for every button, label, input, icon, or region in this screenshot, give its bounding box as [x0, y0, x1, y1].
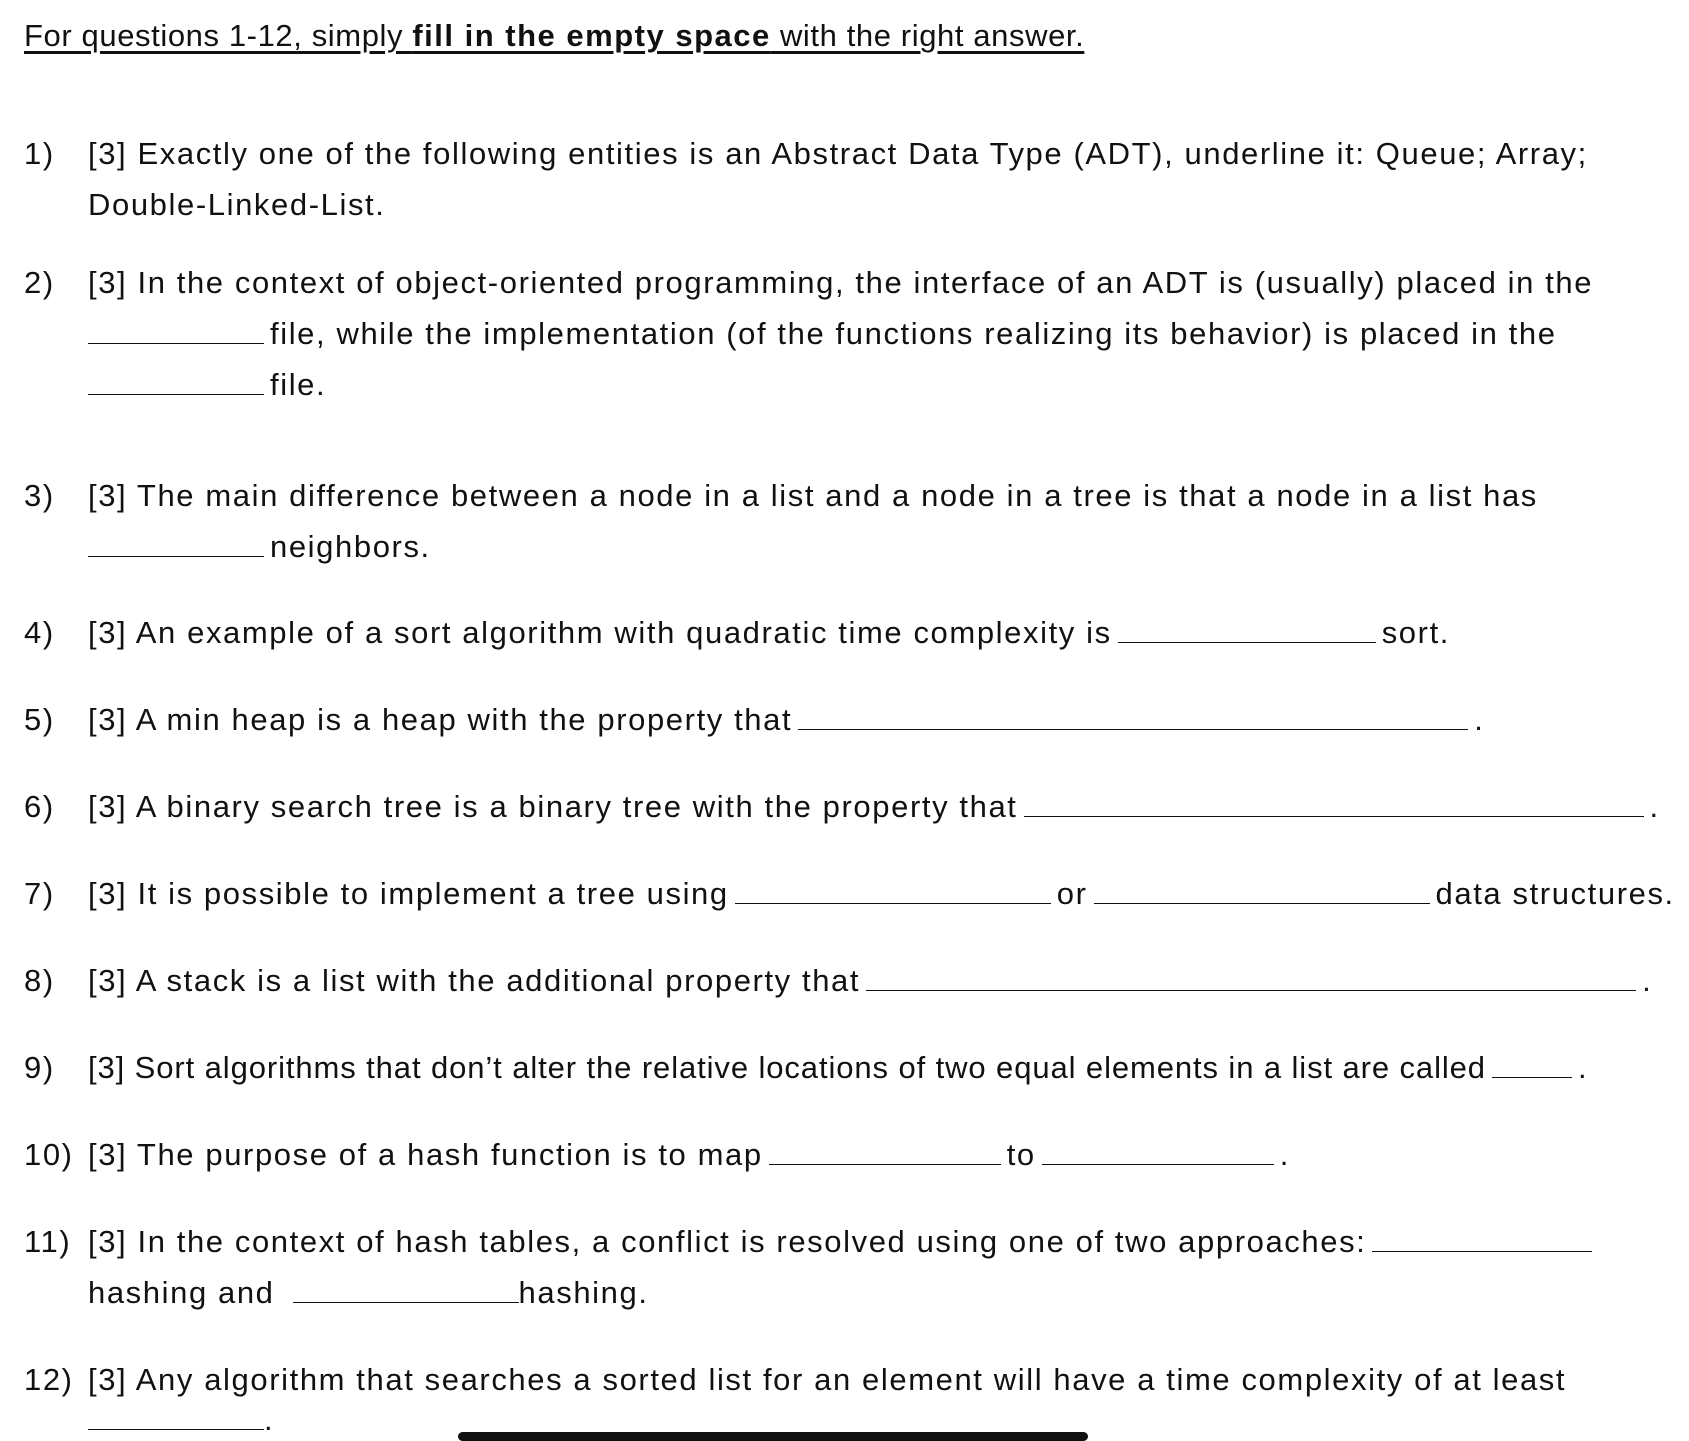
question-text-cont: sort. — [1381, 615, 1450, 650]
question-8 — [24, 955, 1674, 1006]
question-9 — [24, 1042, 1674, 1093]
question-text-cont: . — [264, 1402, 273, 1437]
question-4 — [24, 607, 1674, 658]
question-number: 5) — [24, 702, 55, 737]
question-text: [3] In the context of object-oriented programming, the interface of an ADT is (usually) placed in the — [88, 265, 1594, 300]
question-text: [3] Any algorithm that searches a sorted list for an element will have a time complexity of at least — [88, 1362, 1567, 1397]
instructions-bold: fill in the empty space — [412, 18, 771, 53]
question-number: 12) — [24, 1362, 74, 1397]
answer-blank[interactable] — [1372, 1250, 1592, 1252]
question-1 — [24, 128, 1674, 230]
question-number: 3) — [24, 478, 55, 513]
question-text: [3] A binary search tree is a binary tree with the property that — [88, 789, 1018, 824]
question-text-cont: hashing and — [88, 1275, 275, 1310]
question-text-cont: Double-Linked-List. — [88, 187, 386, 222]
answer-blank[interactable] — [1024, 815, 1644, 817]
answer-blank[interactable] — [88, 393, 264, 395]
question-2 — [24, 257, 1674, 410]
question-text: [3] Sort algorithms that don’t alter the relative locations of two equal elements in a list are called — [88, 1050, 1486, 1085]
question-6 — [24, 781, 1674, 832]
answer-blank[interactable] — [735, 902, 1051, 904]
question-text-cont: to — [1006, 1137, 1036, 1172]
question-text: [3] The main difference between a node in a list and a node in a tree is that a node in a list has — [88, 478, 1538, 513]
question-number: 4) — [24, 615, 55, 650]
instructions — [24, 18, 1084, 54]
answer-blank[interactable] — [88, 1428, 264, 1430]
question-text-cont: or — [1056, 876, 1088, 911]
answer-blank[interactable] — [1042, 1163, 1274, 1165]
instructions-suffix: with the right answer. — [770, 18, 1085, 53]
question-text-cont: . — [1474, 702, 1485, 737]
question-text-end: . — [1279, 1137, 1290, 1172]
question-text-end: hashing. — [518, 1275, 649, 1310]
answer-blank[interactable] — [88, 555, 264, 557]
question-text: [3] The purpose of a hash function is to map — [88, 1137, 763, 1172]
question-number: 11) — [24, 1224, 72, 1259]
question-number: 2) — [24, 265, 55, 300]
answer-blank[interactable] — [1094, 902, 1430, 904]
question-number: 6) — [24, 789, 55, 824]
question-text: [3] A stack is a list with the additional property that — [88, 963, 861, 998]
question-12 — [24, 1354, 1674, 1405]
home-indicator[interactable] — [458, 1432, 1088, 1441]
question-number: 10) — [24, 1137, 74, 1172]
question-number: 8) — [24, 963, 55, 998]
question-text: [3] In the context of hash tables, a conflict is resolved using one of two approaches: — [88, 1224, 1367, 1259]
question-text-cont: file. — [270, 367, 327, 402]
question-text-cont: . — [1649, 789, 1660, 824]
question-5 — [24, 694, 1674, 745]
question-text-cont: neighbors. — [270, 529, 431, 564]
question-text: [3] Exactly one of the following entities is an Abstract Data Type (ADT), underline it: Queue; Array; — [88, 136, 1588, 171]
question-7 — [24, 868, 1674, 919]
question-11 — [24, 1216, 1674, 1318]
question-12-answer-line — [88, 1400, 273, 1440]
question-text: [3] An example of a sort algorithm with quadratic time complexity is — [88, 615, 1112, 650]
question-text-cont: . — [1642, 963, 1653, 998]
answer-blank[interactable] — [88, 342, 264, 344]
question-3 — [24, 470, 1674, 572]
answer-blank[interactable] — [293, 1301, 519, 1303]
question-text-end: data structures. — [1435, 876, 1675, 911]
answer-blank[interactable] — [866, 989, 1636, 991]
question-text: [3] A min heap is a heap with the property that — [88, 702, 793, 737]
answer-blank[interactable] — [1118, 641, 1376, 643]
question-10 — [24, 1129, 1674, 1180]
question-number: 9) — [24, 1050, 55, 1085]
question-text-cont: file, while the implementation (of the functions realizing its behavior) is placed in the — [270, 316, 1557, 351]
answer-blank[interactable] — [769, 1163, 1001, 1165]
answer-blank[interactable] — [798, 728, 1468, 730]
instructions-prefix: For questions 1-12, simply — [24, 18, 413, 53]
question-text-cont: . — [1577, 1050, 1588, 1085]
answer-blank[interactable] — [1492, 1076, 1572, 1078]
question-number: 7) — [24, 876, 55, 911]
question-number: 1) — [24, 136, 55, 171]
question-text: [3] It is possible to implement a tree using — [88, 876, 729, 911]
